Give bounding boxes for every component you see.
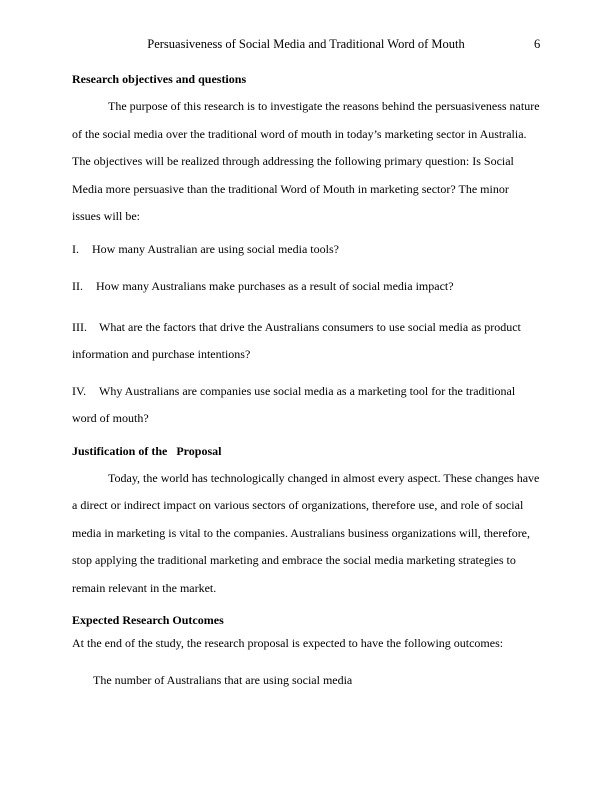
section-heading-objectives: Research objectives and questions: [72, 72, 247, 86]
page-body: [72, 70, 540, 689]
section-heading-outcomes: Expected Research Outcomes: [72, 613, 224, 627]
question-number: IV.: [72, 383, 87, 398]
objectives-paragraph: The purpose of this research is to investigate the reasons behind the persuasiveness nature of the social media over the traditional word of mouth in today’s marketing sector in Australia. The objectives will be realized through addressing the following primary question: Is Social Media more persuasive than the traditional Word of Mouth in marketing sector? The minor issues will be:: [72, 99, 540, 223]
question-number: II.: [72, 278, 83, 293]
question-text: How many Australians make purchases as a result of social media impact?: [96, 278, 454, 293]
page-number: 6: [534, 37, 541, 51]
question-item: [72, 240, 540, 258]
section-heading-justification: Justification of the Proposal: [72, 443, 222, 458]
question-item: [72, 314, 540, 369]
question-item: [72, 277, 540, 295]
question-number: III.: [72, 319, 87, 334]
question-item: [72, 378, 540, 433]
outcomes-intro: At the end of the study, the research proposal is expected to have the following outcomes:: [72, 636, 504, 650]
running-header: Persuasiveness of Social Media and Traditional Word of Mouth: [147, 37, 465, 51]
outcome-item: The number of Australians that are using social media: [93, 673, 353, 687]
question-number: I.: [72, 241, 79, 256]
question-text: What are the factors that drive the Australians consumers to use social media as product information and purchase intentions?: [72, 319, 521, 361]
question-text: Why Australians are companies use social media as a marketing tool for the traditional word of mouth?: [72, 383, 516, 425]
justification-paragraph: Today, the world has technologically changed in almost every aspect. These changes have a direct or indirect impact on various sectors of organizations, therefore use, and role of social media in marketing is vital to the companies. Australians business organizations will, therefore, stop applying the traditional marketing and embrace the social media marketing strategies to remain relevant in the market.: [72, 470, 540, 595]
question-text: How many Australian are using social media tools?: [92, 241, 339, 256]
